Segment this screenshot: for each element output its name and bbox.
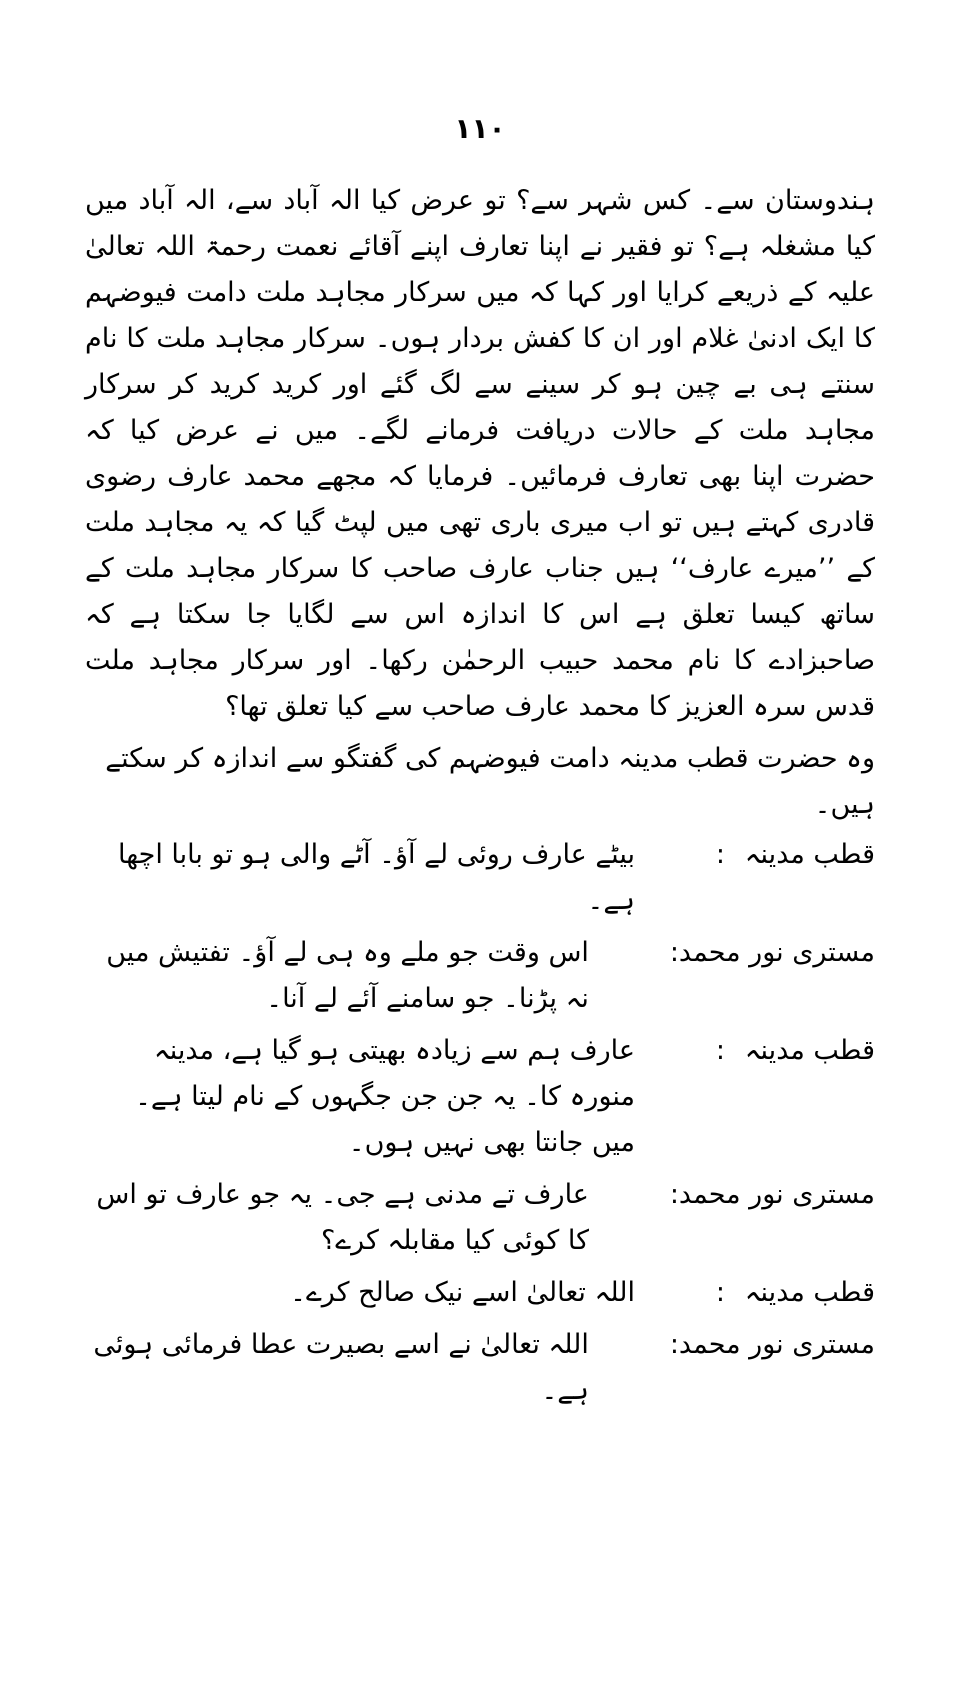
speaker-name: مستری نور محمد	[678, 937, 875, 968]
speaker-separator: :	[715, 1035, 725, 1066]
speech-text: عارف تے مدنی ہے جی۔ یہ جو عارف تو اس کا کوئی کیا مقابلہ کرے؟	[96, 1179, 589, 1256]
speaker-separator: :	[669, 1329, 679, 1360]
speech-text: اللہ تعالیٰ نے اسے بصیرت عطا فرمائی ہوئی ہے۔	[93, 1329, 589, 1406]
speaker-separator: :	[669, 1179, 679, 1210]
speaker-name: قطب مدینہ	[744, 1035, 875, 1066]
dialogue-line	[85, 1028, 875, 1166]
speech-text: عارف ہم سے زیادہ بھیتی ہو گیا ہے، مدینہ منورہ کا۔ یہ جن جن جگہوں کے نام لیتا ہے۔ میں جانتا بھی نہیں ہوں۔	[135, 1035, 635, 1158]
dialogue-line	[85, 1322, 875, 1414]
speaker-separator: :	[669, 937, 679, 968]
dialogue-intro: وہ حضرت قطب مدینہ دامت فیوضہم کی گفتگو سے اندازہ کر سکتے ہیں۔	[105, 743, 875, 820]
speaker-separator: :	[715, 1277, 725, 1308]
dialogue-line	[85, 930, 875, 1022]
speaker-name: مستری نور محمد	[678, 1179, 875, 1210]
speech-text: بیٹے عارف روئی لے آؤ۔ آٹے والی ہو تو بابا اچھا ہے۔	[117, 839, 635, 916]
page-number: ۱۱۰	[454, 112, 506, 145]
speech-text: اس وقت جو ملے وہ ہی لے آؤ۔ تفتیش میں نہ پڑنا۔ جو سامنے آئے لے آنا۔	[106, 937, 589, 1014]
page-body	[85, 178, 875, 1420]
speaker-name: قطب مدینہ	[744, 1277, 875, 1308]
dialogue-line	[85, 1172, 875, 1264]
speaker-name: قطب مدینہ	[744, 839, 875, 870]
speech-text: اللہ تعالیٰ اسے نیک صالح کرے۔	[290, 1277, 635, 1308]
dialogue-list	[85, 832, 875, 1414]
speaker-name: مستری نور محمد	[678, 1329, 875, 1360]
speaker-separator: :	[715, 839, 725, 870]
dialogue-line	[85, 832, 875, 924]
dialogue-line	[85, 1270, 875, 1316]
narration-paragraph: ہندوستان سے۔ کس شہر سے؟ تو عرض کیا الہ آباد سے، الہ آباد میں کیا مشغلہ ہے؟ تو فقیر نے اپنا تعارف اپنے آقائے نعمت رحمۃ اللہ تعالیٰ علیہ کے ذریعے کرایا اور کہا کہ میں سرکار مجاہد ملت دامت فیوضہم کا ایک ادنیٰ غلام اور ان کا کفش بردار ہوں۔ سرکار مجاہد ملت کا نام سنتے ہی بے چین ہو کر سینے سے لگ گئے اور کرید کرید کر سرکار مجاہد ملت کے حالات دریافت فرمانے لگے۔ میں نے عرض کیا کہ حضرت اپنا بھی تعارف فرمائیں۔ فرمایا کہ مجھے محمد عارف رضوی قادری کہتے ہیں تو اب میری باری تھی میں لپٹ گیا کہ یہ مجاہد ملت کے ’’میرے عارف‘‘ ہیں جناب عارف صاحب کا سرکار مجاہد ملت کے ساتھ کیسا تعلق ہے اس کا اندازہ اس سے لگایا جا سکتا ہے کہ صاحبزادے کا نام محمد حبیب الرحمٰن رکھا۔ اور سرکار مجاہد ملت قدس سرہ العزیز کا محمد عارف صاحب سے کیا تعلق تھا؟	[85, 185, 875, 722]
